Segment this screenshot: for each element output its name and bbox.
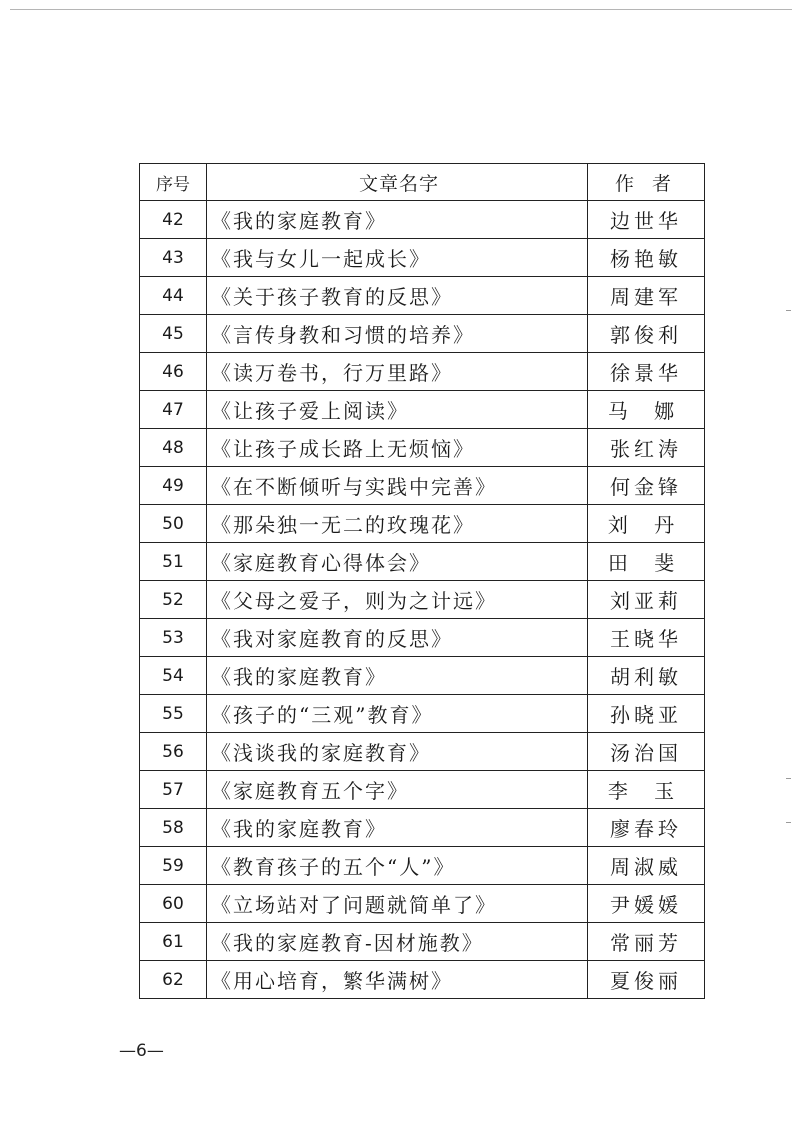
table-row — [140, 923, 705, 961]
row-number: 59 — [140, 847, 207, 885]
row-number: 45 — [140, 315, 207, 353]
article-title: 《浅谈我的家庭教育》 — [207, 733, 588, 771]
row-number: 55 — [140, 695, 207, 733]
row-number: 51 — [140, 543, 207, 581]
article-title: 《用心培育，繁华满树》 — [207, 961, 588, 999]
article-title: 《我的家庭教育》 — [207, 201, 588, 239]
table-row — [140, 695, 705, 733]
row-number: 54 — [140, 657, 207, 695]
author-name: 王晓华 — [588, 619, 705, 657]
header-number: 序号 — [140, 164, 207, 201]
table-row — [140, 733, 705, 771]
author-name: 马 娜 — [588, 391, 705, 429]
author-name: 夏俊丽 — [588, 961, 705, 999]
article-title: 《立场站对了问题就简单了》 — [207, 885, 588, 923]
author-name: 边世华 — [588, 201, 705, 239]
row-number: 42 — [140, 201, 207, 239]
author-name: 何金锋 — [588, 467, 705, 505]
article-title: 《家庭教育五个字》 — [207, 771, 588, 809]
author-name: 李 玉 — [588, 771, 705, 809]
article-title: 《让孩子爱上阅读》 — [207, 391, 588, 429]
author-name: 田 斐 — [588, 543, 705, 581]
table-row — [140, 391, 705, 429]
author-name: 常丽芳 — [588, 923, 705, 961]
article-title: 《关于孩子教育的反思》 — [207, 277, 588, 315]
article-title: 《教育孩子的五个“人”》 — [207, 847, 588, 885]
page-number: —6— — [119, 1041, 164, 1061]
table-row — [140, 771, 705, 809]
article-title: 《家庭教育心得体会》 — [207, 543, 588, 581]
edge-mark — [786, 310, 791, 311]
row-number: 46 — [140, 353, 207, 391]
table-row — [140, 847, 705, 885]
author-name: 尹媛媛 — [588, 885, 705, 923]
author-name: 汤治国 — [588, 733, 705, 771]
header-author: 作 者 — [588, 164, 705, 201]
row-number: 60 — [140, 885, 207, 923]
edge-mark — [786, 778, 791, 779]
table-row — [140, 657, 705, 695]
author-name: 胡利敏 — [588, 657, 705, 695]
article-table-body — [140, 164, 705, 999]
article-title: 《在不断倾听与实践中完善》 — [207, 467, 588, 505]
row-number: 43 — [140, 239, 207, 277]
table-header-row — [140, 164, 705, 201]
header-title: 文章名字 — [207, 164, 588, 201]
article-table — [139, 163, 705, 999]
table-row — [140, 315, 705, 353]
table-row — [140, 885, 705, 923]
top-rule — [10, 9, 792, 10]
article-title: 《孩子的“三观”教育》 — [207, 695, 588, 733]
article-title: 《我与女儿一起成长》 — [207, 239, 588, 277]
author-name: 刘 丹 — [588, 505, 705, 543]
row-number: 57 — [140, 771, 207, 809]
table-row — [140, 277, 705, 315]
row-number: 58 — [140, 809, 207, 847]
author-name: 徐景华 — [588, 353, 705, 391]
table-row — [140, 809, 705, 847]
table-row — [140, 505, 705, 543]
row-number: 50 — [140, 505, 207, 543]
article-title: 《读万卷书，行万里路》 — [207, 353, 588, 391]
article-title: 《我的家庭教育-因材施教》 — [207, 923, 588, 961]
table-row — [140, 429, 705, 467]
table-row — [140, 467, 705, 505]
row-number: 62 — [140, 961, 207, 999]
row-number: 61 — [140, 923, 207, 961]
article-title: 《父母之爱子，则为之计远》 — [207, 581, 588, 619]
article-title: 《我对家庭教育的反思》 — [207, 619, 588, 657]
article-title: 《我的家庭教育》 — [207, 657, 588, 695]
article-title: 《那朵独一无二的玫瑰花》 — [207, 505, 588, 543]
row-number: 52 — [140, 581, 207, 619]
table-row — [140, 581, 705, 619]
row-number: 47 — [140, 391, 207, 429]
edge-mark — [786, 822, 791, 823]
author-name: 孙晓亚 — [588, 695, 705, 733]
row-number: 49 — [140, 467, 207, 505]
author-name: 周淑威 — [588, 847, 705, 885]
author-name: 廖春玲 — [588, 809, 705, 847]
table-row — [140, 239, 705, 277]
author-name: 张红涛 — [588, 429, 705, 467]
row-number: 53 — [140, 619, 207, 657]
table-row — [140, 353, 705, 391]
author-name: 周建军 — [588, 277, 705, 315]
article-title: 《我的家庭教育》 — [207, 809, 588, 847]
table-row — [140, 201, 705, 239]
article-title: 《让孩子成长路上无烦恼》 — [207, 429, 588, 467]
author-name: 杨艳敏 — [588, 239, 705, 277]
table-row — [140, 619, 705, 657]
row-number: 44 — [140, 277, 207, 315]
author-name: 郭俊利 — [588, 315, 705, 353]
table-row — [140, 543, 705, 581]
row-number: 48 — [140, 429, 207, 467]
row-number: 56 — [140, 733, 207, 771]
table-row — [140, 961, 705, 999]
author-name: 刘亚莉 — [588, 581, 705, 619]
article-title: 《言传身教和习惯的培养》 — [207, 315, 588, 353]
